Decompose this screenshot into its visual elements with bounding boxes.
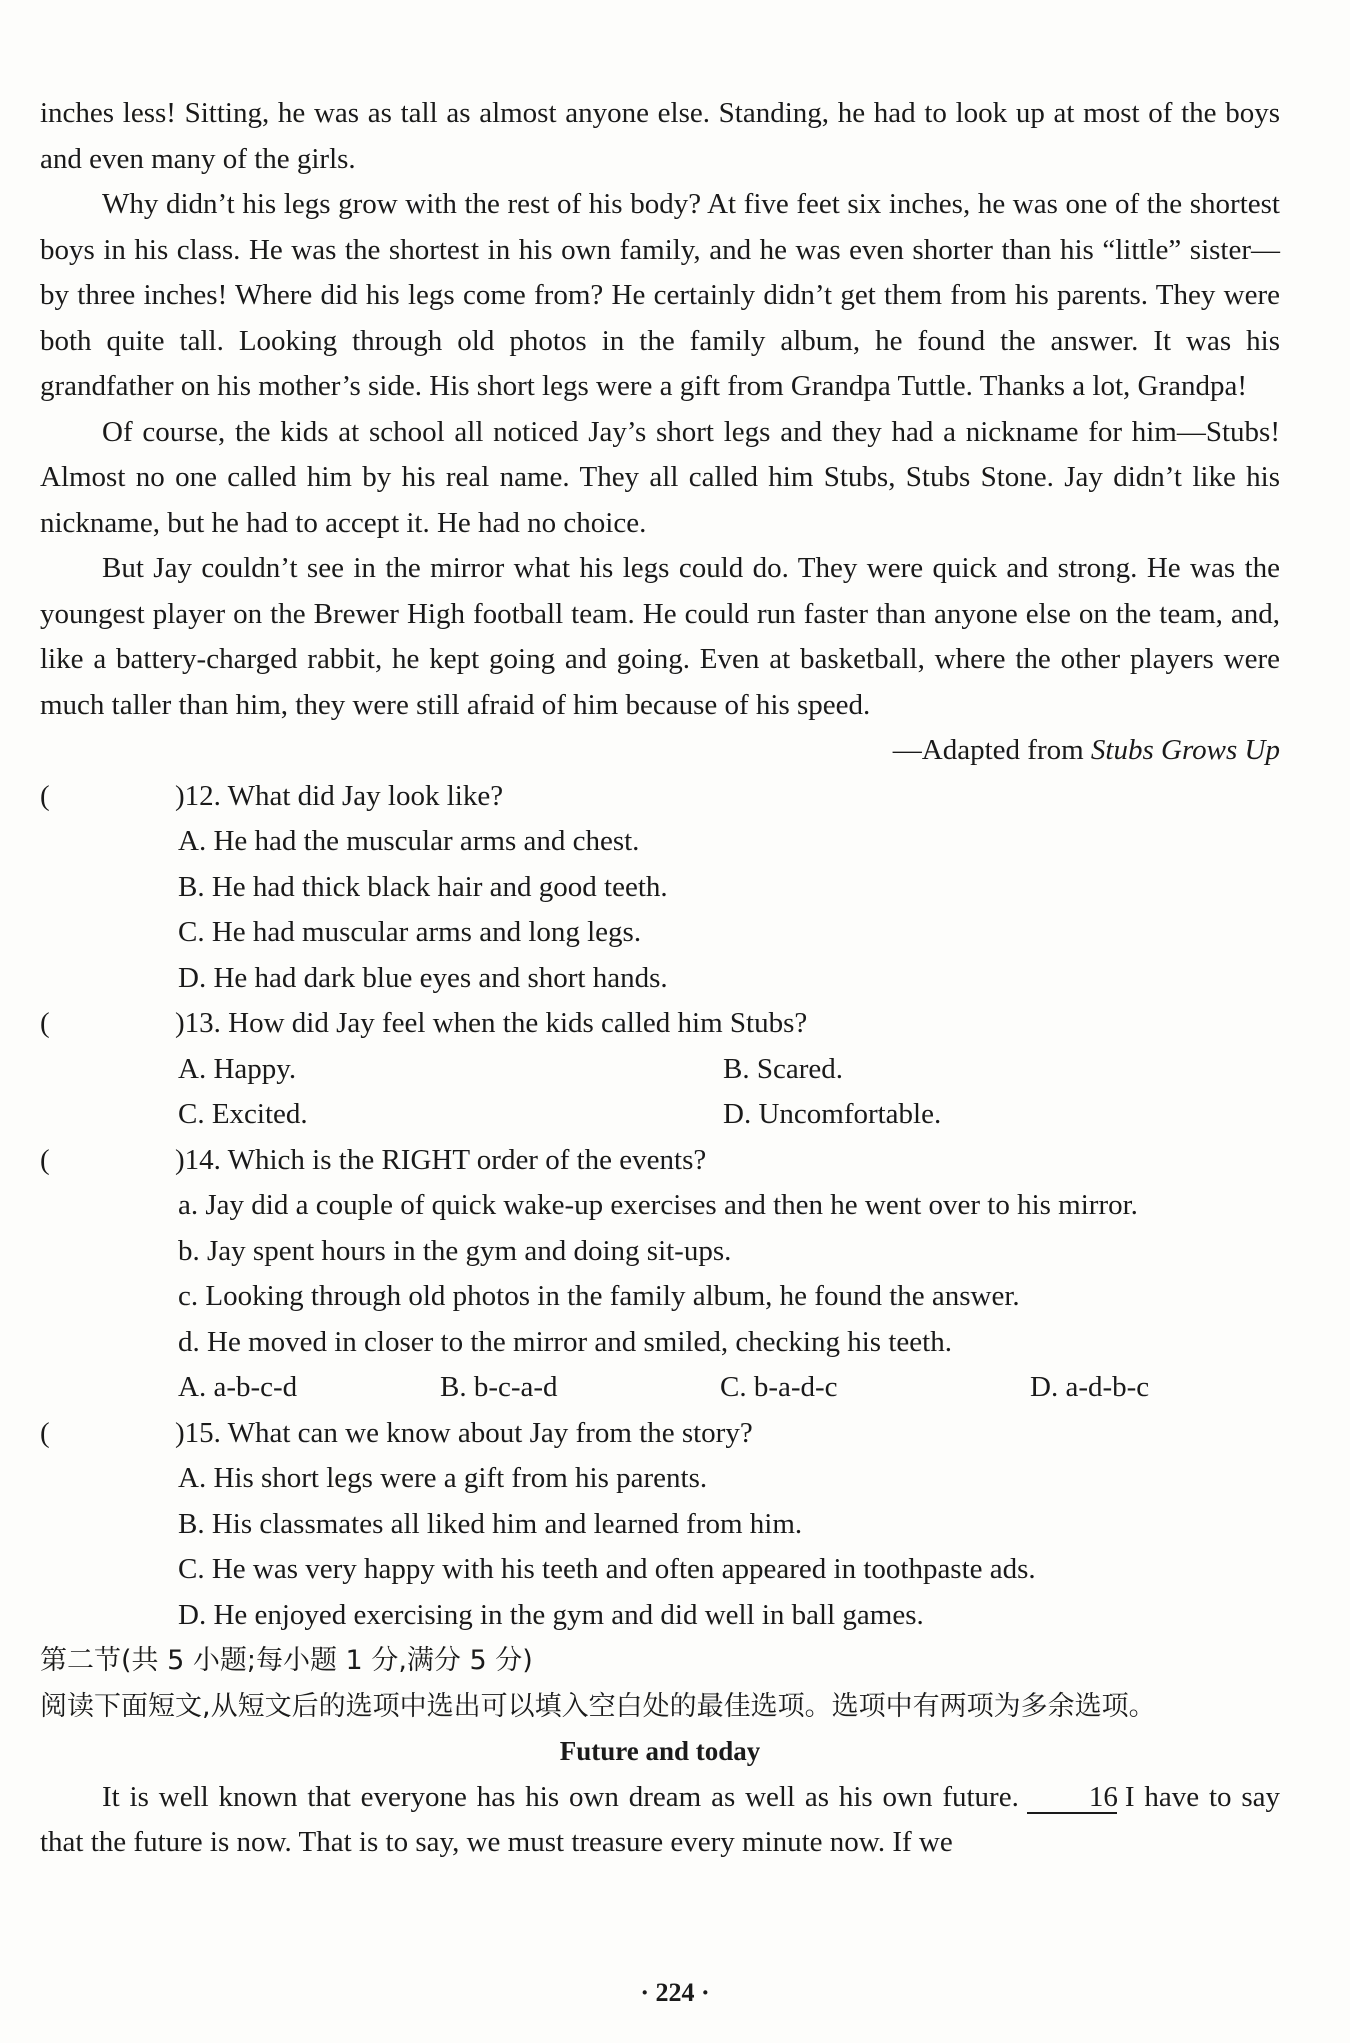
option-b: B. His classmates all liked him and learned from him. [178,1507,803,1540]
event-a: a. Jay did a couple of quick wake-up exercises and then he went over to his mirror. [178,1189,1138,1221]
option-d: D. He had dark blue eyes and short hands. [178,961,668,994]
question-15 [40,1411,1280,1457]
question-text: )12. What did Jay look like? [175,779,504,812]
option-d: D. a-d-b-c [1030,1371,1150,1403]
option-a: A. He had the muscular arms and chest. [178,825,640,857]
source-title: Stubs Grows Up [1090,734,1280,766]
option-d: D. He enjoyed exercising in the gym and did well in ball games. [178,1598,924,1631]
passage-paragraph-4: But Jay couldn’t see in the mirror what his legs could do. They were quick and strong. He was the youngest player on the Brewer High football team. He could run faster than anyone else on the team, and, like a battery-charged rabbit, he kept going and going. Even at basketball, where the other players were much taller than him, they were still afraid of him because of his speed. [40,552,1280,721]
passage-title: Future and today [559,1736,761,1766]
section-instruction: 阅读下面短文,从短文后的选项中选出可以填入空白处的最佳选项。选项中有两项为多余选项。 [40,1690,1156,1722]
event-d: d. He moved in closer to the mirror and smiled, checking his teeth. [178,1325,952,1358]
question-text: )13. How did Jay feel when the kids called him Stubs? [175,1007,808,1039]
text-after-blank: I have to say that the future is now. That is to say, we must treasure every minute now. If we [40,1780,1281,1858]
option-d: D. Uncomfortable. [723,1098,942,1130]
page-number: · 224 · [640,1978,710,2007]
question-12 [40,774,1280,820]
option-row [40,1092,1280,1138]
question-13 [40,1001,1280,1047]
source-prefix: —Adapted from [892,734,1091,766]
option-row [40,1047,1280,1093]
option-a: A. a-b-c-d [178,1371,298,1403]
answer-bracket: ( [40,1416,50,1449]
option-c: C. He was very happy with his teeth and often appeared in toothpaste ads. [178,1553,1036,1585]
option-b: B. He had thick black hair and good teeth. [178,870,668,903]
question-14 [40,1138,1280,1184]
answer-bracket: ( [40,779,50,812]
option-a: A. Happy. [178,1052,297,1085]
passage-paragraph-1: inches less! Sitting, he was as tall as almost anyone else. Standing, he had to look up at most of the boys and even many of the girls. [40,97,1280,175]
page-content [40,91,1280,1866]
passage-source [40,728,1280,774]
option-c: C. Excited. [178,1098,308,1130]
option-a: A. His short legs were a gift from his parents. [178,1462,708,1494]
blank-16: 16 [1027,1782,1117,1814]
answer-bracket: ( [40,1143,50,1176]
passage-paragraph [40,1775,1280,1866]
event-b: b. Jay spent hours in the gym and doing sit-ups. [178,1234,732,1267]
option-b: B. b-c-a-d [440,1371,558,1403]
option-row [40,1365,1280,1411]
passage-paragraph-2: Why didn’t his legs grow with the rest of his body? At five feet six inches, he was one of the shortest boys in his class. He was the shortest in his own family, and he was even shorter than his “little” sister—by three inches! Where did his legs come from? He certainly didn’t get them from his parents. They were both quite tall. Looking through old photos in the family album, he found the answer. It was his grandfather on his mother’s side. His short legs were a gift from Grandpa Tuttle. Thanks a lot, Grandpa! [40,188,1280,402]
section-heading: 第二节(共 5 小题;每小题 1 分,满分 5 分) [40,1645,533,1676]
option-c: C. b-a-d-c [720,1371,838,1403]
question-text: )14. Which is the RIGHT order of the events? [175,1143,707,1176]
option-b: B. Scared. [723,1052,843,1085]
question-text: )15. What can we know about Jay from the story? [175,1416,753,1449]
passage-paragraph-3: Of course, the kids at school all noticed Jay’s short legs and they had a nickname for him—Stubs! Almost no one called him by his real name. They all called him Stubs, Stubs Stone. Jay didn’t like his nickname, but he had to accept it. He had no choice. [40,415,1280,539]
event-c: c. Looking through old photos in the family album, he found the answer. [178,1280,1020,1312]
text-before-blank: It is well known that everyone has his own dream as well as his own future. [102,1780,1019,1813]
option-c: C. He had muscular arms and long legs. [178,916,642,948]
answer-bracket: ( [40,1007,50,1039]
